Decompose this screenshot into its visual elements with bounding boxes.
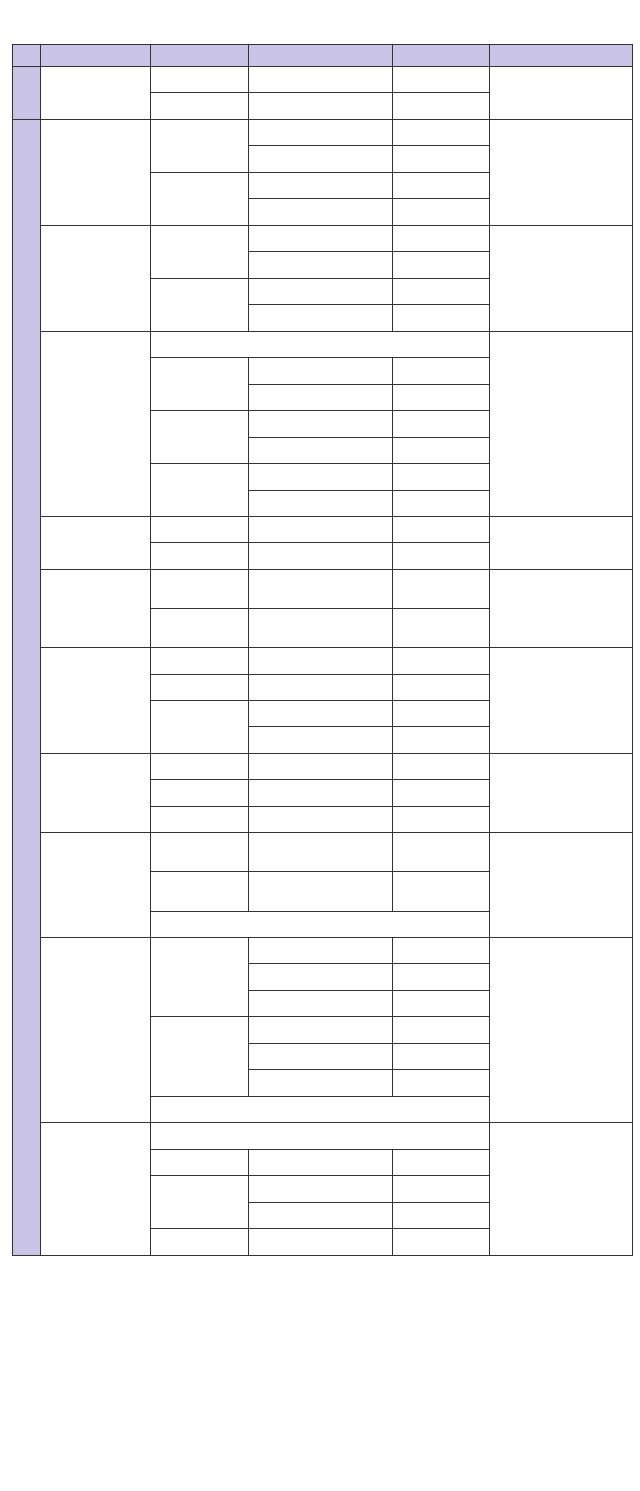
fee-cell: [393, 358, 490, 384]
fee-cell: [393, 543, 490, 569]
day-cell: [151, 1017, 249, 1096]
time-cell: [249, 437, 393, 463]
time-cell: [249, 1043, 393, 1069]
day-cell: [151, 464, 249, 517]
day-cell: [151, 780, 249, 806]
day-cell: [151, 278, 249, 331]
fee-cell: [393, 674, 490, 700]
time-cell: [249, 305, 393, 331]
course-name: [41, 648, 151, 754]
time-cell: [249, 1070, 393, 1096]
time-cell: [249, 753, 393, 779]
fee-cell: [393, 464, 490, 490]
time-cell: [249, 780, 393, 806]
fee-cell: [393, 872, 490, 911]
fee-cell: [393, 411, 490, 437]
regular-fee: [490, 67, 633, 120]
fee-cell: [393, 252, 490, 278]
course-note: [151, 1123, 490, 1149]
course-footnote: [151, 1096, 490, 1122]
fee-cell: [393, 1043, 490, 1069]
time-cell: [249, 1176, 393, 1202]
fee-cell: [393, 1070, 490, 1096]
table-row: [13, 1123, 633, 1149]
course-note: [151, 331, 490, 357]
table-row: [13, 937, 633, 963]
regular-fee: [490, 648, 633, 754]
fee-cell: [393, 1017, 490, 1043]
day-cell: [151, 516, 249, 542]
day-cell: [151, 648, 249, 674]
regular-fee: [490, 753, 633, 832]
day-cell: [151, 701, 249, 754]
fee-cell: [393, 648, 490, 674]
time-cell: [249, 569, 393, 608]
day-cell: [151, 937, 249, 1016]
day-cell: [151, 753, 249, 779]
course-name: [41, 1123, 151, 1256]
time-cell: [249, 172, 393, 198]
course-name: [41, 569, 151, 647]
greenfee-table: [12, 44, 633, 1256]
day-cell: [151, 93, 249, 119]
day-cell: [151, 172, 249, 225]
fee-cell: [393, 516, 490, 542]
time-cell: [249, 806, 393, 832]
fee-cell: [393, 727, 490, 753]
time-cell: [249, 411, 393, 437]
fee-cell: [393, 780, 490, 806]
fee-cell: [393, 608, 490, 647]
day-cell: [151, 872, 249, 911]
time-cell: [249, 833, 393, 872]
regular-fee: [490, 331, 633, 516]
fee-cell: [393, 937, 490, 963]
course-name: [41, 516, 151, 569]
region-cell: [13, 67, 41, 120]
time-cell: [249, 252, 393, 278]
fee-cell: [393, 278, 490, 304]
time-cell: [249, 1149, 393, 1175]
time-cell: [249, 1017, 393, 1043]
fee-cell: [393, 437, 490, 463]
day-cell: [151, 225, 249, 278]
regular-fee: [490, 225, 633, 331]
table-row: [13, 753, 633, 779]
day-cell: [151, 543, 249, 569]
course-name: [41, 119, 151, 225]
time-cell: [249, 990, 393, 1016]
fee-cell: [393, 1202, 490, 1228]
time-cell: [249, 93, 393, 119]
fee-cell: [393, 1176, 490, 1202]
day-cell: [151, 119, 249, 172]
table-row: [13, 67, 633, 93]
region-cell: [13, 119, 41, 1255]
day-cell: [151, 67, 249, 93]
table-row: [13, 119, 633, 145]
day-cell: [151, 569, 249, 608]
time-cell: [249, 464, 393, 490]
regular-fee: [490, 833, 633, 938]
day-cell: [151, 411, 249, 464]
fee-cell: [393, 1149, 490, 1175]
time-cell: [249, 543, 393, 569]
fee-cell: [393, 569, 490, 608]
regular-fee: [490, 569, 633, 647]
day-cell: [151, 358, 249, 411]
time-cell: [249, 358, 393, 384]
course-name: [41, 225, 151, 331]
fee-cell: [393, 701, 490, 727]
page-header: [10, 18, 632, 40]
table-row: [13, 569, 633, 608]
day-cell: [151, 674, 249, 700]
table-row: [13, 331, 633, 357]
fee-cell: [393, 225, 490, 251]
fee-cell: [393, 199, 490, 225]
regular-fee: [490, 516, 633, 569]
fee-cell: [393, 490, 490, 516]
time-cell: [249, 225, 393, 251]
time-cell: [249, 674, 393, 700]
time-cell: [249, 67, 393, 93]
fee-cell: [393, 806, 490, 832]
table-row: [13, 833, 633, 872]
fee-cell: [393, 964, 490, 990]
course-footnote: [151, 911, 490, 937]
day-cell: [151, 1229, 249, 1256]
day-cell: [151, 1149, 249, 1175]
time-cell: [249, 516, 393, 542]
fee-cell: [393, 67, 490, 93]
time-cell: [249, 727, 393, 753]
fee-cell: [393, 146, 490, 172]
header-course: [41, 45, 151, 67]
header-regular: [490, 45, 633, 67]
course-name: [41, 833, 151, 938]
fee-cell: [393, 990, 490, 1016]
time-cell: [249, 199, 393, 225]
header-day: [151, 45, 249, 67]
day-cell: [151, 1176, 249, 1229]
day-cell: [151, 806, 249, 832]
table-row: [13, 225, 633, 251]
course-name: [41, 331, 151, 516]
time-cell: [249, 872, 393, 911]
time-cell: [249, 119, 393, 145]
course-name: [41, 937, 151, 1122]
time-cell: [249, 278, 393, 304]
fee-cell: [393, 384, 490, 410]
fee-cell: [393, 305, 490, 331]
time-cell: [249, 384, 393, 410]
fee-cell: [393, 753, 490, 779]
time-cell: [249, 648, 393, 674]
header-corner: [13, 45, 41, 67]
table-row: [13, 516, 633, 542]
day-cell: [151, 608, 249, 647]
header-time: [249, 45, 393, 67]
course-name: [41, 67, 151, 120]
time-cell: [249, 964, 393, 990]
time-cell: [249, 1229, 393, 1256]
header-fee: [393, 45, 490, 67]
fee-cell: [393, 1229, 490, 1256]
time-cell: [249, 937, 393, 963]
course-name: [41, 753, 151, 832]
fee-cell: [393, 93, 490, 119]
time-cell: [249, 701, 393, 727]
day-cell: [151, 833, 249, 872]
time-cell: [249, 1202, 393, 1228]
regular-fee: [490, 937, 633, 1122]
fee-cell: [393, 172, 490, 198]
table-row: [13, 648, 633, 674]
time-cell: [249, 490, 393, 516]
regular-fee: [490, 1123, 633, 1256]
regular-fee: [490, 119, 633, 225]
time-cell: [249, 608, 393, 647]
fee-cell: [393, 833, 490, 872]
fee-cell: [393, 119, 490, 145]
time-cell: [249, 146, 393, 172]
